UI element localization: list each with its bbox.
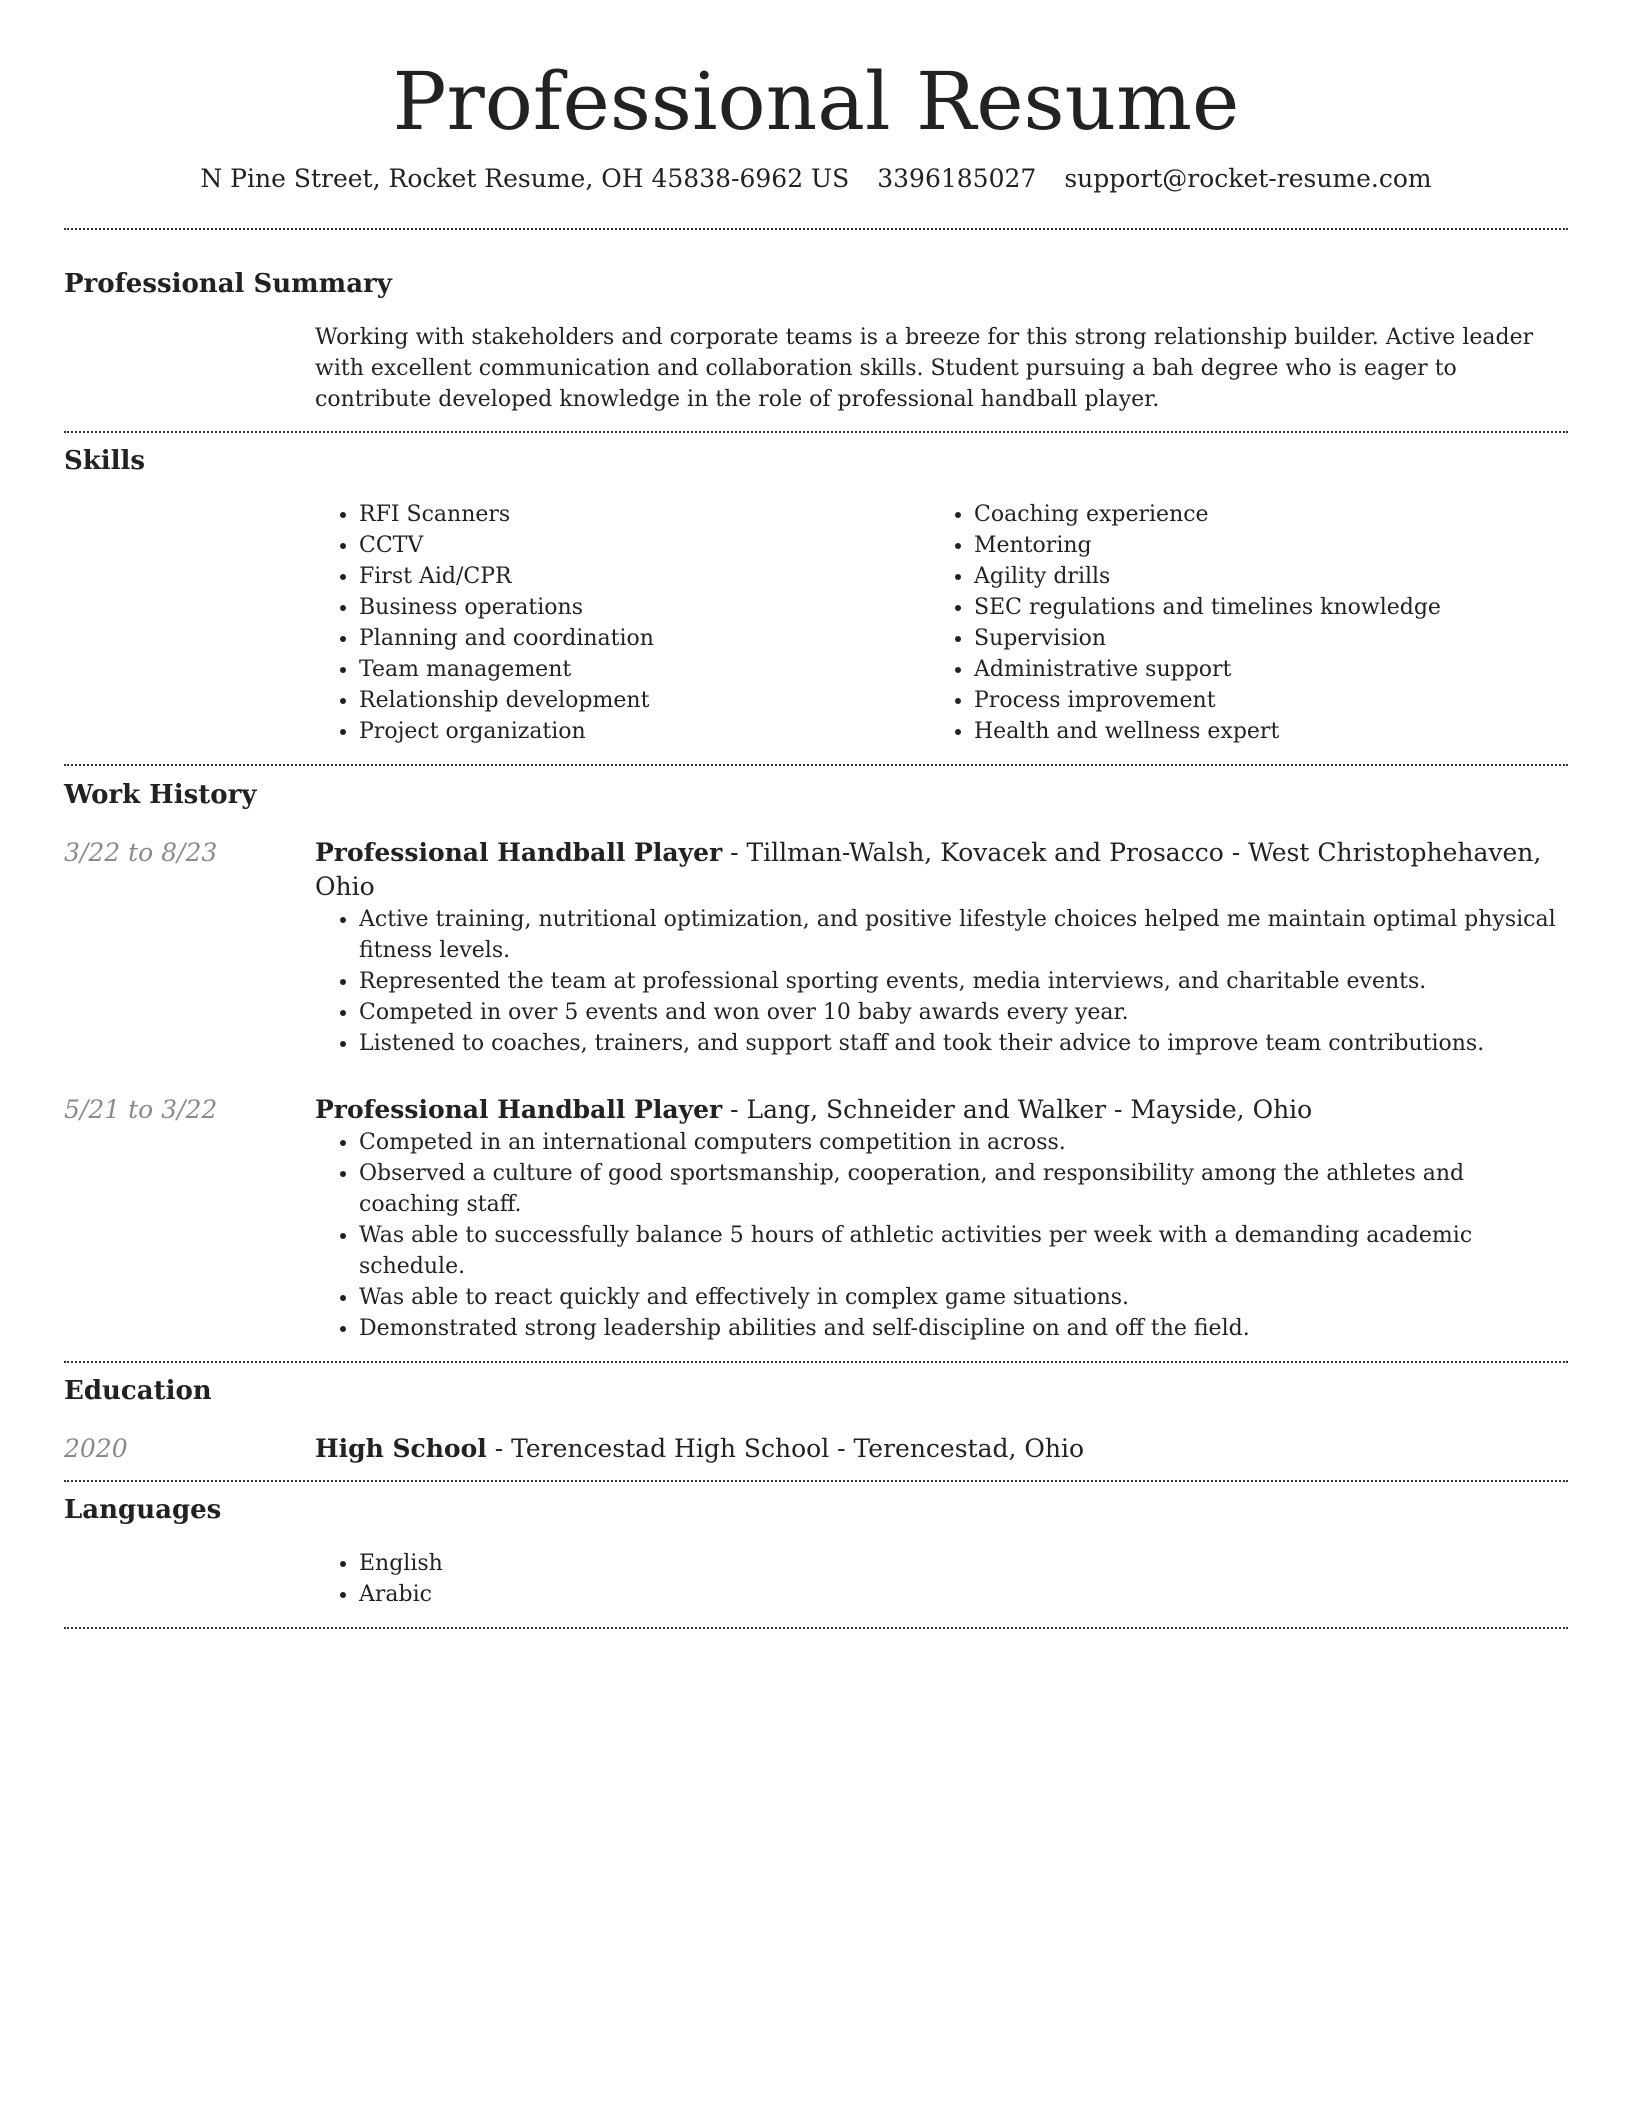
job-bullets bbox=[315, 1127, 1568, 1344]
skill-item: • Process improvement bbox=[974, 685, 1545, 716]
job-bullet: • Represented the team at professional sporting events, media interviews, and charitable events. bbox=[359, 966, 1568, 997]
job-bullet: • Active training, nutritional optimization, and positive lifestyle choices helped me maintain optimal physical fitness levels. bbox=[359, 904, 1568, 966]
education-details: - Terencestad High School - Terencestad, Ohio bbox=[486, 1434, 1085, 1463]
job-dates: 5/21 to 3/22 bbox=[64, 1095, 218, 1124]
skills-heading: Skills bbox=[64, 446, 146, 476]
skill-item: • SEC regulations and timelines knowledge bbox=[974, 592, 1545, 623]
job-details: - Lang, Schneider and Walker - Mayside, Ohio bbox=[722, 1095, 1313, 1124]
resume-title: Professional Resume bbox=[392, 55, 1240, 148]
contact-email: support@rocket-resume.com bbox=[1064, 164, 1432, 193]
divider bbox=[64, 1627, 1568, 1629]
education-entry bbox=[64, 1432, 1568, 1466]
skill-item: • Business operations bbox=[359, 592, 930, 623]
job-bullet: • Competed in over 5 events and won over 10 baby awards every year. bbox=[359, 997, 1568, 1028]
contact-address: N Pine Street, Rocket Resume, OH 45838-6962 US bbox=[200, 164, 850, 193]
skill-item: • Mentoring bbox=[974, 530, 1545, 561]
languages-section bbox=[64, 1482, 1568, 1627]
job-details: - Tillman-Walsh, Kovacek and Prosacco - West Christophehaven, Ohio bbox=[315, 838, 1542, 901]
education-date: 2020 bbox=[64, 1434, 128, 1463]
language-item: • Arabic bbox=[359, 1579, 1568, 1610]
skill-item: • Team management bbox=[359, 654, 930, 685]
job-entry bbox=[64, 1093, 1568, 1344]
skill-item: • RFI Scanners bbox=[359, 499, 930, 530]
skills-column-right bbox=[930, 499, 1545, 747]
languages-heading: Languages bbox=[64, 1495, 222, 1525]
job-bullets bbox=[315, 904, 1568, 1059]
skill-item: • Supervision bbox=[974, 623, 1545, 654]
skill-item: • Relationship development bbox=[359, 685, 930, 716]
skill-item: • Administrative support bbox=[974, 654, 1545, 685]
contact-phone: 3396185027 bbox=[877, 164, 1037, 193]
contact-line bbox=[64, 162, 1568, 196]
job-title bbox=[315, 836, 1568, 904]
languages-list bbox=[315, 1548, 1568, 1610]
summary-text: Working with stakeholders and corporate teams is a breeze for this strong relationship builder. Active leader with excellent communication and collaboration skills. Student pursuing a bah degree who is eager to contribute developed knowledge in the role of professional handball player. bbox=[315, 325, 1534, 412]
skill-item: • Agility drills bbox=[974, 561, 1545, 592]
education-title bbox=[315, 1432, 1568, 1466]
skills-column-left bbox=[315, 499, 930, 747]
skill-item: • Health and wellness expert bbox=[974, 716, 1545, 747]
skills-list-left bbox=[315, 499, 930, 747]
job-bullet: • Observed a culture of good sportsmanship, cooperation, and responsibility among the athletes and coaching staff. bbox=[359, 1158, 1568, 1220]
skill-item: • Project organization bbox=[359, 716, 930, 747]
job-entry bbox=[64, 836, 1568, 1059]
job-bullet: • Was able to react quickly and effectively in complex game situations. bbox=[359, 1282, 1568, 1313]
summary-heading: Professional Summary bbox=[64, 269, 392, 299]
skill-item: • Coaching experience bbox=[974, 499, 1545, 530]
job-bullet: • Was able to successfully balance 5 hours of athletic activities per week with a demanding academic schedule. bbox=[359, 1220, 1568, 1282]
skills-list-right bbox=[930, 499, 1545, 747]
job-bullet: • Competed in an international computers competition in across. bbox=[359, 1127, 1568, 1158]
education-degree: High School bbox=[315, 1434, 487, 1463]
job-bullet: • Listened to coaches, trainers, and support staff and took their advice to improve team contributions. bbox=[359, 1028, 1568, 1059]
summary-section bbox=[64, 230, 1568, 431]
skills-section bbox=[64, 433, 1568, 764]
resume-page bbox=[64, 0, 1568, 1629]
education-heading: Education bbox=[64, 1376, 212, 1406]
skill-item: • First Aid/CPR bbox=[359, 561, 930, 592]
job-bullet: • Demonstrated strong leadership abilities and self-discipline on and off the field. bbox=[359, 1313, 1568, 1344]
language-item: • English bbox=[359, 1548, 1568, 1579]
work-history-section bbox=[64, 766, 1568, 1361]
job-role: Professional Handball Player bbox=[315, 1095, 723, 1124]
job-dates: 3/22 to 8/23 bbox=[64, 838, 218, 867]
skill-item: • Planning and coordination bbox=[359, 623, 930, 654]
work-history-heading: Work History bbox=[64, 780, 257, 810]
skill-item: • CCTV bbox=[359, 530, 930, 561]
job-title bbox=[315, 1093, 1568, 1127]
education-section bbox=[64, 1363, 1568, 1480]
job-role: Professional Handball Player bbox=[315, 838, 723, 867]
